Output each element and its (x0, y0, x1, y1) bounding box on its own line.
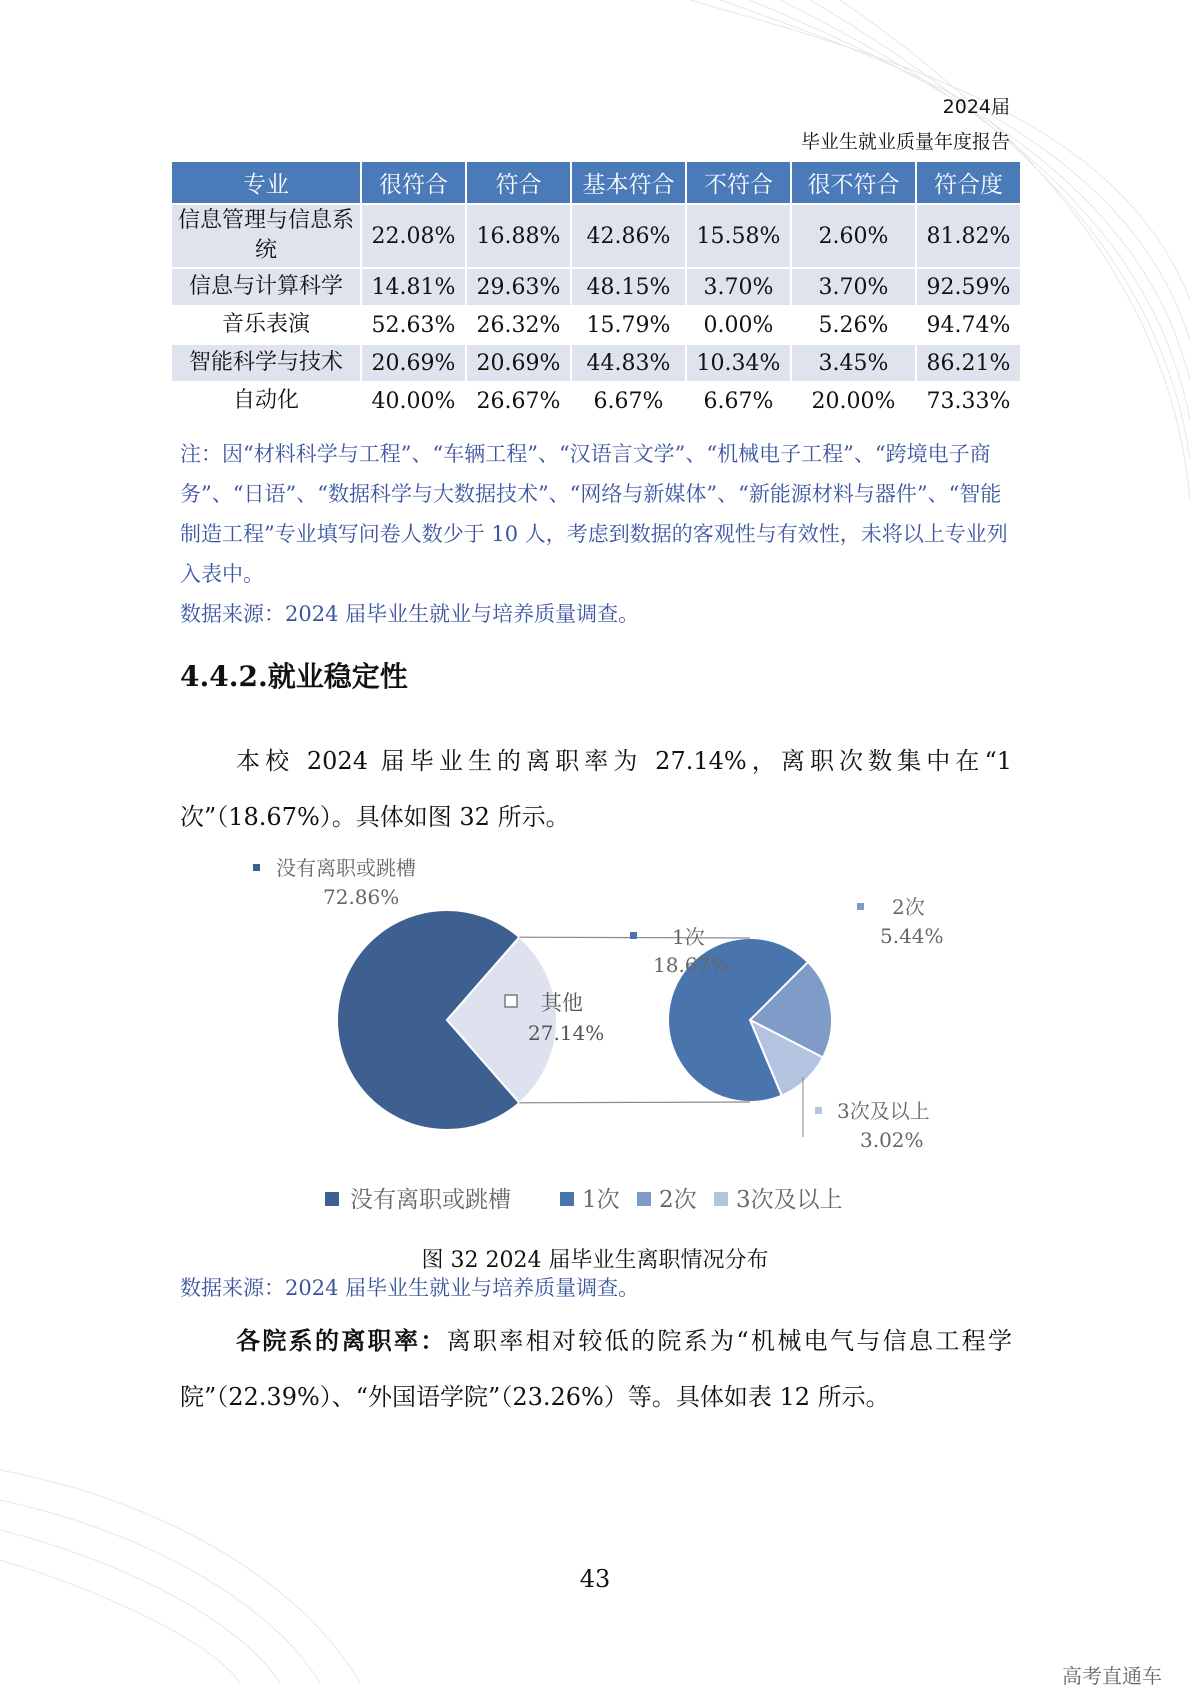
table-row (172, 345, 1020, 381)
legend-swatch-none (325, 1192, 339, 1206)
label-three: 3次及以上 (837, 1099, 930, 1123)
table-cell: 92.59% (917, 269, 1020, 305)
label-none: 没有离职或跳槽 (276, 856, 416, 880)
paragraph-text: 离职率相对较低的院系为“机械电气与信息工程学院”（22.39%）、“外国语学院”（23.26%）等。具体如表 12 所示。 (180, 1327, 1012, 1411)
paragraph-lead: 各院系的离职率： (236, 1326, 447, 1355)
table-cell: 86.21% (917, 345, 1020, 381)
table-cell: 40.00% (362, 383, 465, 419)
connector-line-bottom (519, 1102, 750, 1103)
table-cell: 20.69% (362, 345, 465, 381)
label-marker-three (815, 1107, 822, 1114)
table-note: 注：因“材料科学与工程”、“车辆工程”、“汉语言文学”、“机械电子工程”、“跨境电子商务”、“日语”、“数据科学与大数据技术”、“网络与新媒体”、“新能源材料与器件”、“智能制造工程”专业填写问卷人数少于 10 人，考虑到数据的客观性与有效性，未将以上专业列入表中。 (180, 442, 1008, 586)
table-row (172, 269, 1020, 305)
table-cell: 3.45% (792, 345, 915, 381)
table-cell: 73.33% (917, 383, 1020, 419)
table-cell: 6.67% (572, 383, 685, 419)
table-cell: 6.67% (687, 383, 790, 419)
label-marker-two (857, 903, 864, 910)
header-year: 2024届 (942, 96, 1010, 118)
watermark: 高考直通车 (1062, 1664, 1162, 1688)
table-cell-major: 信息管理与信息系统 (172, 205, 360, 267)
table-cell: 14.81% (362, 269, 465, 305)
table-cell: 48.15% (572, 269, 685, 305)
label-marker-one (630, 932, 637, 939)
label-none-pct: 72.86% (323, 885, 400, 909)
table-cell: 52.63% (362, 307, 465, 343)
turnover-pie-chart (240, 850, 980, 1190)
legend-three: 3次及以上 (736, 1187, 843, 1213)
section-heading: 4.4.2.就业稳定性 (180, 660, 408, 693)
table-cell: 3.70% (792, 269, 915, 305)
page-number: 43 (579, 1565, 611, 1593)
label-three-pct: 3.02% (860, 1128, 924, 1152)
col-header-very-not-match: 很不符合 (792, 162, 915, 203)
legend-none: 没有离职或跳槽 (350, 1187, 511, 1213)
table-cell: 26.67% (467, 383, 570, 419)
col-header-major: 专业 (172, 162, 360, 203)
chart-legend (320, 1182, 880, 1218)
table-cell: 22.08% (362, 205, 465, 267)
table-cell-major: 信息与计算科学 (172, 269, 360, 305)
label-one: 1次 (672, 925, 705, 949)
table-cell-major: 自动化 (172, 383, 360, 419)
figure-source: 数据来源：2024 届毕业生就业与培养质量调查。 (180, 1276, 640, 1300)
col-header-match: 符合 (467, 162, 570, 203)
paragraph-turnover: 本校 2024 届毕业生的离职率为 27.14%，离职次数集中在“1 次”（18.67%）。具体如图 32 所示。 (180, 747, 1012, 831)
table-cell: 20.69% (467, 345, 570, 381)
table-cell-major: 音乐表演 (172, 307, 360, 343)
label-two-pct: 5.44% (880, 924, 944, 948)
table-cell: 0.00% (687, 307, 790, 343)
table-source: 数据来源：2024 届毕业生就业与培养质量调查。 (180, 602, 640, 626)
label-one-pct: 18.67% (653, 953, 730, 977)
table-cell: 3.70% (687, 269, 790, 305)
legend-swatch-two (637, 1192, 651, 1206)
legend-one: 1次 (582, 1187, 620, 1213)
table-cell: 29.63% (467, 269, 570, 305)
main-pie (337, 910, 557, 1130)
table-cell: 15.79% (572, 307, 685, 343)
col-header-basic-match: 基本符合 (572, 162, 685, 203)
table-cell: 26.32% (467, 307, 570, 343)
table-cell: 42.86% (572, 205, 685, 267)
label-marker-none (253, 864, 260, 871)
label-other-pct: 27.14% (528, 1021, 605, 1045)
table-header-row (172, 162, 1020, 203)
col-header-match-degree: 符合度 (917, 162, 1020, 203)
table-cell: 94.74% (917, 307, 1020, 343)
col-header-very-match: 很符合 (362, 162, 465, 203)
table-cell: 10.34% (687, 345, 790, 381)
table-cell: 81.82% (917, 205, 1020, 267)
table-cell-major: 智能科学与技术 (172, 345, 360, 381)
paragraph-department (180, 1313, 1012, 1425)
table-cell: 20.00% (792, 383, 915, 419)
legend-two: 2次 (659, 1187, 697, 1213)
header-title: 毕业生就业质量年度报告 (800, 131, 1010, 153)
table-row (172, 307, 1020, 343)
major-match-table (170, 160, 1022, 421)
label-two: 2次 (892, 895, 925, 919)
table-cell: 5.26% (792, 307, 915, 343)
label-marker-other (505, 995, 517, 1007)
table-cell: 15.58% (687, 205, 790, 267)
table-cell: 44.83% (572, 345, 685, 381)
table-cell: 2.60% (792, 205, 915, 267)
table-cell: 16.88% (467, 205, 570, 267)
legend-swatch-three (714, 1192, 728, 1206)
table-row (172, 205, 1020, 267)
table-row (172, 383, 1020, 419)
label-other: 其他 (541, 991, 583, 1015)
col-header-not-match: 不符合 (687, 162, 790, 203)
figure-caption: 图 32 2024 届毕业生离职情况分布 (421, 1248, 769, 1273)
legend-swatch-one (560, 1192, 574, 1206)
